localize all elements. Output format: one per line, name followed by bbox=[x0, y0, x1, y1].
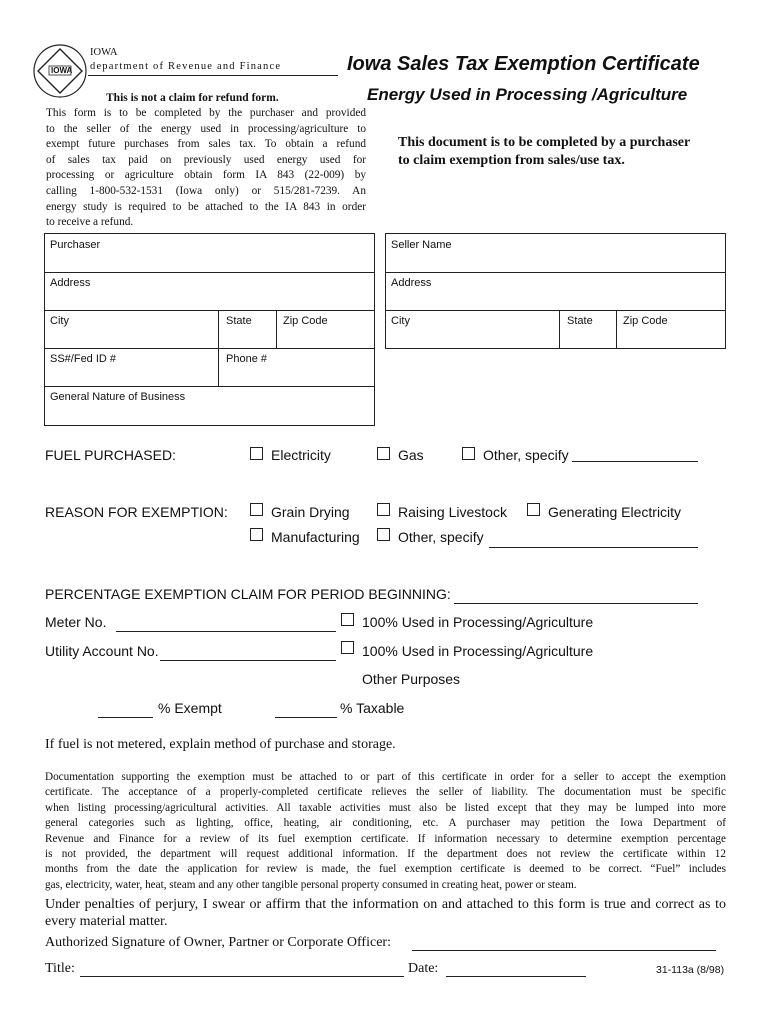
purchaser-zip-field[interactable]: Zip Code bbox=[283, 315, 328, 327]
meter-used-checkbox[interactable] bbox=[341, 613, 354, 626]
utility-account-line[interactable] bbox=[160, 660, 336, 661]
intro-line: of sales tax paid on previously used energy used for bbox=[46, 153, 366, 166]
business-nature-field[interactable]: General Nature of Business bbox=[50, 391, 186, 403]
intro-line: to receive a refund. bbox=[46, 216, 134, 229]
purchaser-info-box bbox=[44, 233, 375, 426]
seller-name-field[interactable]: Seller Name bbox=[391, 239, 452, 251]
purchaser-address-field[interactable]: Address bbox=[50, 277, 91, 289]
manufacturing-label: Manufacturing bbox=[271, 529, 360, 545]
generating-electricity-checkbox[interactable] bbox=[527, 503, 540, 516]
utility-used-label: 100% Used in Processing/Agriculture bbox=[362, 643, 594, 659]
reason-other-label: Other, specify bbox=[398, 529, 484, 545]
taxable-percent-label: % Taxable bbox=[340, 700, 405, 716]
purchaser-field[interactable]: Purchaser bbox=[50, 239, 101, 251]
exempt-percent-label: % Exempt bbox=[158, 700, 222, 716]
intro-line: exempt future purchases from sales tax. To obtain a refund bbox=[46, 138, 366, 151]
meter-no-label: Meter No. bbox=[45, 614, 107, 630]
perjury-statement bbox=[45, 896, 726, 930]
ssn-fed-id-field[interactable]: SS#/Fed ID # bbox=[50, 353, 117, 365]
utility-used-checkbox[interactable] bbox=[341, 641, 354, 654]
title-label: Title: bbox=[45, 961, 75, 976]
intro-paragraph bbox=[46, 106, 366, 231]
intro-line: energy study is required to be attached to the IA 843 in order bbox=[46, 200, 366, 213]
form-title: Iowa Sales Tax Exemption Certificate bbox=[347, 53, 700, 75]
logo-text: IOWA bbox=[51, 66, 73, 75]
purchaser-city-field[interactable]: City bbox=[50, 315, 69, 327]
title-line[interactable] bbox=[80, 976, 404, 977]
fuel-purchased-label: FUEL PURCHASED: bbox=[45, 447, 176, 463]
documentation-line: general categories such as lighting, office, heating, air conditioning, etc. A purchaser may petition the Iowa Department of bbox=[45, 817, 726, 830]
intro-line: This form is to be completed by the purchaser and provided bbox=[46, 107, 366, 119]
seller-zip-field[interactable]: Zip Code bbox=[623, 315, 668, 327]
meter-used-label: 100% Used in Processing/Agriculture bbox=[362, 614, 594, 630]
manufacturing-checkbox[interactable] bbox=[250, 528, 263, 541]
purchaser-note-line-1: This document is to be completed by a purchaser bbox=[398, 135, 691, 150]
gas-checkbox[interactable] bbox=[377, 447, 390, 460]
other-purposes-label: Other Purposes bbox=[362, 671, 461, 687]
department-underline bbox=[88, 75, 338, 76]
fuel-other-checkbox[interactable] bbox=[462, 447, 475, 460]
documentation-line: gas, electricity, water, heat, steam and any other tangible personal property consumed in creating heat, power or steam. bbox=[45, 878, 577, 891]
seller-city-field[interactable]: City bbox=[391, 315, 410, 327]
department-logo bbox=[32, 43, 88, 99]
documentation-line: Documentation supporting the exemption must be attached to or part of this certificate in order for a seller to accept the exemption bbox=[45, 771, 726, 783]
utility-account-label: Utility Account No. bbox=[45, 643, 159, 659]
not-metered-note: If fuel is not metered, explain method of purchase and storage. bbox=[45, 737, 396, 752]
gas-label: Gas bbox=[398, 447, 424, 463]
department-name: department of Revenue and Finance bbox=[90, 61, 282, 72]
state-name: IOWA bbox=[90, 47, 118, 58]
seller-info-box bbox=[385, 233, 726, 349]
documentation-line: Revenue and Finance for a review of its fuel exemption certificate. If information necessary to determine exemption percentage bbox=[45, 832, 726, 845]
electricity-label: Electricity bbox=[271, 447, 331, 463]
form-subtitle: Energy Used in Processing /Agriculture bbox=[367, 85, 688, 104]
perjury-line: Under penalties of perjury, I swear or affirm that the information on and attached to this form is true and correct as to bbox=[45, 897, 726, 912]
perjury-line: every material matter. bbox=[45, 914, 168, 929]
intro-line: to the seller of the energy used in processing/agriculture to bbox=[46, 122, 366, 135]
meter-no-line[interactable] bbox=[116, 631, 336, 632]
intro-line: processing or agriculture obtain form IA 843 (22-009) by bbox=[46, 169, 366, 182]
signature-label: Authorized Signature of Owner, Partner or Corporate Officer: bbox=[45, 935, 391, 950]
signature-line[interactable] bbox=[412, 950, 716, 951]
taxable-percent-line[interactable] bbox=[275, 717, 337, 718]
reason-other-checkbox[interactable] bbox=[377, 528, 390, 541]
intro-line: calling 1-800-532-1531 (Iowa only) or 515/281-7239. An bbox=[46, 184, 366, 197]
seller-state-field[interactable]: State bbox=[567, 315, 593, 327]
documentation-paragraph bbox=[45, 770, 726, 893]
grain-drying-checkbox[interactable] bbox=[250, 503, 263, 516]
generating-electricity-label: Generating Electricity bbox=[548, 504, 682, 520]
documentation-line: months from the date the application for review is made, the fuel exemption certificate is deemed to be correct. “Fuel” includes bbox=[45, 863, 726, 876]
form-number: 31-113a (8/98) bbox=[656, 964, 725, 976]
not-claim-note: This is not a claim for refund form. bbox=[106, 92, 279, 104]
phone-field[interactable]: Phone # bbox=[226, 353, 267, 365]
purchaser-note-line-2: to claim exemption from sales/use tax. bbox=[398, 153, 625, 168]
fuel-other-label: Other, specify bbox=[483, 447, 569, 463]
raising-livestock-checkbox[interactable] bbox=[377, 503, 390, 516]
seller-address-field[interactable]: Address bbox=[391, 277, 432, 289]
electricity-checkbox[interactable] bbox=[250, 447, 263, 460]
documentation-line: when listing processing/agricultural activities. All taxable activities must also be listed except that they may be lumped into more bbox=[45, 801, 726, 814]
purchaser-state-field[interactable]: State bbox=[226, 315, 252, 327]
grain-drying-label: Grain Drying bbox=[271, 504, 350, 520]
raising-livestock-label: Raising Livestock bbox=[398, 504, 507, 520]
period-beginning-line[interactable] bbox=[454, 603, 698, 604]
reason-label: REASON FOR EXEMPTION: bbox=[45, 504, 228, 520]
fuel-other-specify-line[interactable] bbox=[572, 461, 698, 462]
documentation-line: certificate. The acceptance of a properly-completed certificate relieves the seller of liability. The documentation must be specific bbox=[45, 786, 726, 799]
percentage-claim-label: PERCENTAGE EXEMPTION CLAIM FOR PERIOD BEGINNING: bbox=[45, 586, 451, 602]
date-label: Date: bbox=[408, 961, 439, 976]
exempt-percent-line[interactable] bbox=[98, 717, 153, 718]
documentation-line: is not provided, the department will request additional information. If the department does not review the certificate within 12 bbox=[45, 848, 726, 861]
date-line[interactable] bbox=[446, 976, 586, 977]
reason-other-specify-line[interactable] bbox=[489, 547, 698, 548]
